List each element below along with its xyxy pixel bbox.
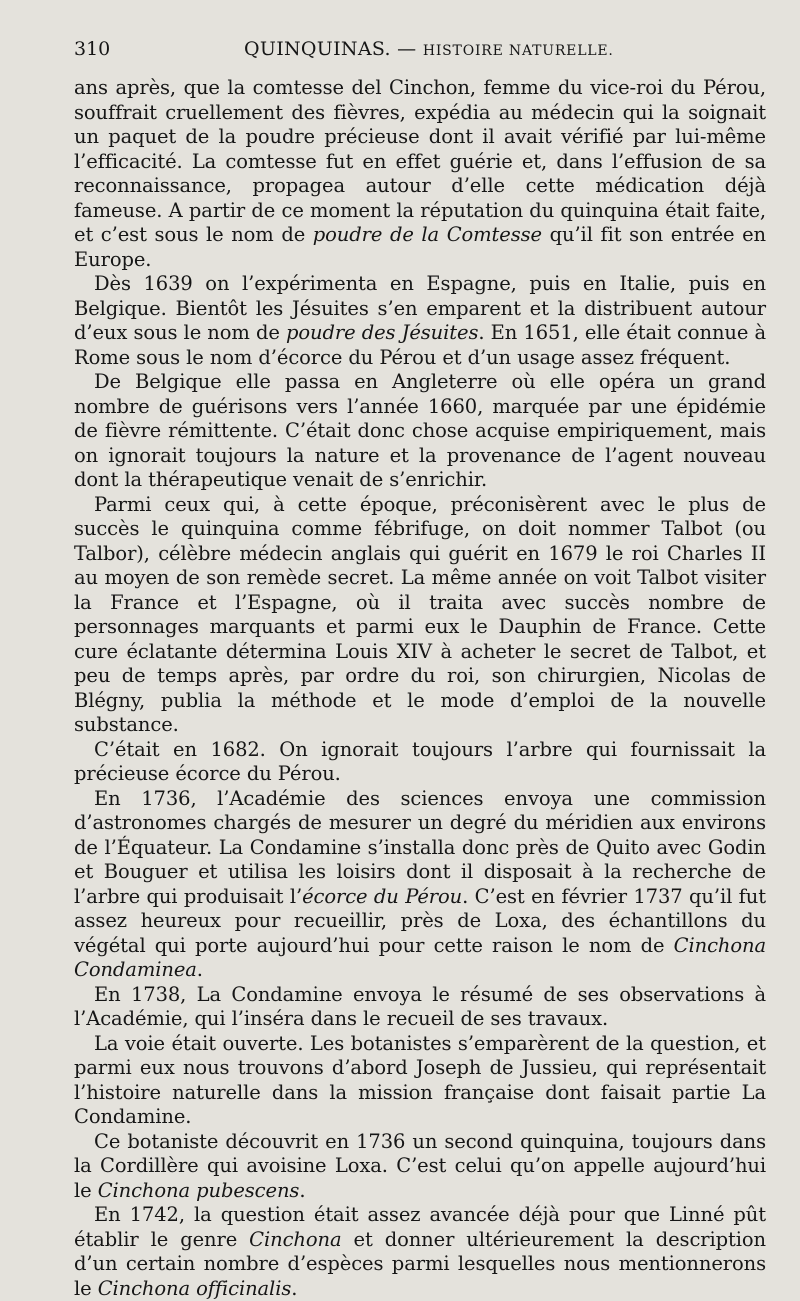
paragraph	[74, 370, 766, 493]
italic-term: poudre de la Comtesse	[312, 223, 542, 246]
text-run: Ce botaniste découvrit en 1736 un second quinquina, toujours dans la Cordillère qui avoisine Loxa. C’est celui qu’on appelle aujourd’hui le	[74, 1129, 766, 1202]
text-run: . En 1651, elle était connue à Rome sous le nom d’écorce du Pérou et d’un usage assez fréquent.	[74, 321, 767, 369]
paragraph	[74, 272, 766, 370]
text-run: ans après, que la comtesse del Cinchon, femme du vice-roi du Pérou, souffrait cruellement des fièvres, expédia au médecin qui la soignait un paquet de la poudre précieuse dont il avait vérifié par lui-même l’efficacité. La comtesse fut en effet guérie et, dans l’effusion de sa reconnaissance, propagea autour d’elle cette médication déjà fameuse. A partir de ce moment la réputation du quinquina était faite, et c’est sous le nom de	[74, 76, 766, 246]
text-run: Parmi ceux qui, à cette époque, préconisèrent avec le plus de succès le quinquina comme fébrifuge, on doit nommer Talbot (ou Talbor), célèbre médecin anglais qui guérit en 1679 le roi Charles II au moyen de son remède secret. La même année on voit Talbot visiter la France et l’Espagne, où il traita avec succès nombre de personnages marquants et parmi eux le Dauphin de France. Cette cure éclatante détermina Louis XIV à acheter le secret de Talbot, et peu de temps après, par ordre du roi, son chirurgien, Nicolas de Blégny, publia la méthode et le mode d’emploi de la nouvelle substance.	[74, 492, 766, 736]
running-header	[74, 36, 766, 76]
paragraph	[74, 1032, 766, 1130]
paragraph	[74, 493, 766, 738]
paragraph	[74, 787, 766, 983]
body-text	[74, 76, 766, 1301]
paragraph	[74, 1203, 766, 1301]
running-title	[244, 38, 614, 60]
title-text: QUINQUINAS.	[244, 38, 391, 60]
text-run: .	[299, 1178, 306, 1202]
text-run: La voie était ouverte. Les botanistes s’emparèrent de la question, et parmi eux nous trouvons d’abord Joseph de Jussieu, qui représentait l’histoire naturelle dans la mission française dont faisait partie La Condamine.	[74, 1031, 766, 1128]
text-run: . C’est en février 1737 qu’il fut assez heureux pour recueillir, près de Loxa, des échantillons du végétal qui porte aujourd’hui pour cette raison le nom de	[74, 884, 766, 957]
text-run: Dès 1639 on l’expérimenta en Espagne, puis en Italie, puis en Belgique. Bientôt les Jésuites s’en emparent et la distribuent autour d’eux sous le nom de	[74, 272, 766, 344]
paragraph	[74, 1130, 766, 1204]
title-dash: —	[390, 38, 423, 60]
paragraph	[74, 983, 766, 1032]
italic-term: Cinchona	[249, 1227, 342, 1251]
text-run: De Belgique elle passa en Angleterre où elle opéra un grand nombre de guérisons vers l’année 1660, marquée par une épidémie de fièvre rémittente. C’était donc chose acquise empiriquement, mais on ignorait toujours la nature et la provenance de l’agent nouveau dont la thérapeutique venait de s’enrichir.	[74, 370, 766, 491]
text-run: et donner ultérieurement la description d’un certain nombre d’espèces parmi lesquelles nous mentionnerons le	[74, 1227, 766, 1300]
text-run: En 1736, l’Académie des sciences envoya une commission d’astronomes chargés de mesurer un degré du méridien aux environs de l’Équateur. La Condamine s’installa donc près de Quito avec Godin et Bouguer et utilisa les loisirs dont il disposait à la recherche de l’arbre qui produisait l’	[74, 786, 766, 908]
paragraph	[74, 738, 766, 787]
text-run: .	[196, 958, 203, 981]
italic-term: écorce du Pérou	[302, 884, 463, 908]
page-number: 310	[74, 38, 111, 60]
italic-term: poudre des Jésuites	[286, 321, 479, 344]
italic-term: Cinchona pubescens	[97, 1178, 300, 1202]
text-run: En 1738, La Condamine envoya le résumé de ses observations à l’Académie, qui l’inséra dans le recueil de ses travaux.	[74, 982, 766, 1030]
paragraph	[74, 76, 766, 272]
text-run: En 1742, la question était assez avancée déjà pour que Linné pût établir le genre	[74, 1203, 766, 1251]
text-run: C’était en 1682. On ignorait toujours l’arbre qui fournissait la précieuse écorce du Pérou.	[74, 737, 766, 785]
section-subtitle: HISTOIRE NATURELLE.	[422, 43, 614, 59]
text-run: .	[291, 1276, 298, 1300]
text-run: qu’il fit son entrée en Europe.	[74, 223, 766, 271]
italic-term: Cinchona Condaminea	[74, 933, 766, 981]
italic-term: Cinchona officinalis	[97, 1276, 292, 1300]
